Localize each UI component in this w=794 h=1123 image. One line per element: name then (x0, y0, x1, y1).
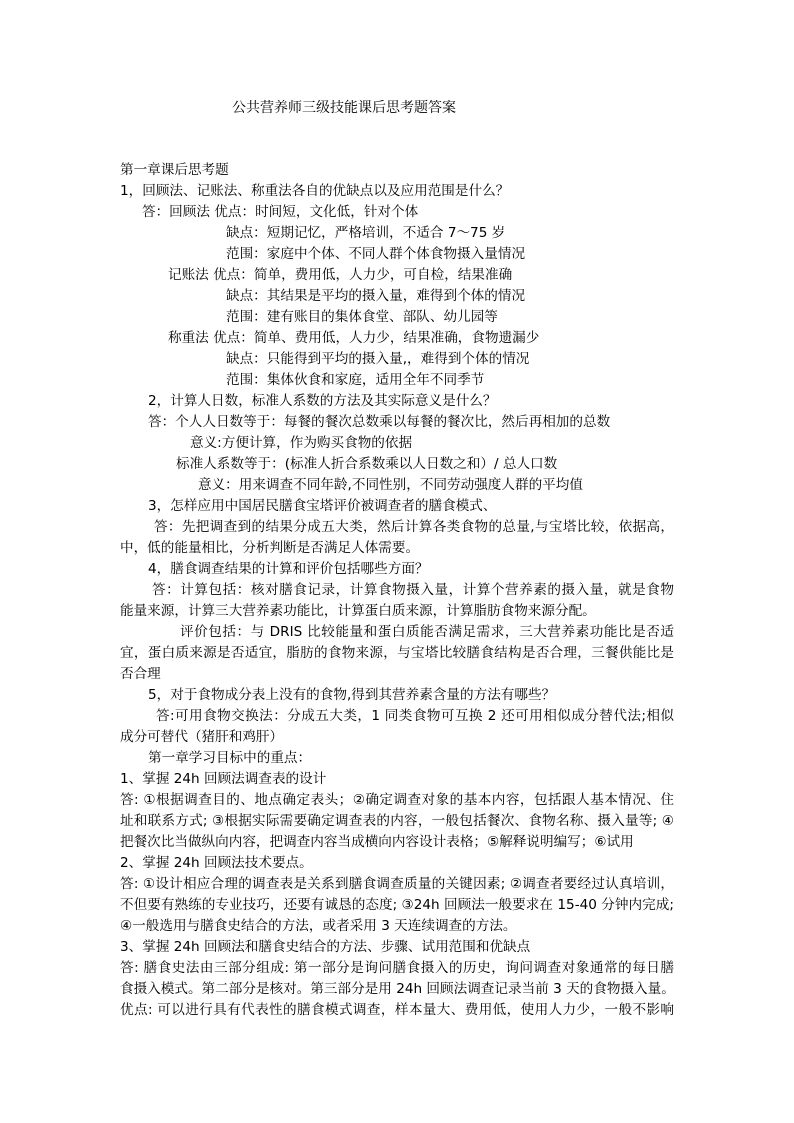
answer-line: 答：先把调查到的结果分成五大类，然后计算各类食物的总量,与宝塔比较，依据高， (154, 519, 674, 535)
question-5: 5，对于食物成分表上没有的食物,得到其营养素含量的方法有哪些？ (148, 687, 556, 703)
answer-line: 缺点：短期记忆，严格培训，不适合 7～75 岁 (226, 225, 506, 241)
answer-line: 标准人系数等于：(标准人折合系数乘以人日数之和）/ 总人口数 (176, 456, 558, 472)
answer-line: 范围：家庭中个体、不同人群个体食物摄入量情况 (226, 246, 526, 262)
answer-line: 范围：集体伙食和家庭，适用全年不同季节 (226, 372, 485, 388)
answer-line: 缺点：其结果是平均的摄入量，难得到个体的情况 (226, 288, 526, 304)
answer-line: 食摄入模式。第二部分是核对。第三部分是用 24h 回顾法调查记录当前 3 天的食物摄入量。 (120, 981, 675, 997)
question-1: 1，回顾法、记账法、称重法各自的优缺点以及应用范围是什么？ (120, 183, 510, 199)
section-heading: 第一章学习目标中的重点： (148, 750, 312, 766)
question-4: 4，膳食调查结果的计算和评价包括哪些方面？ (148, 561, 429, 577)
answer-line: 址和联系方式; ③根据实际需要确定调查表的内容，一般包括餐次、食物名称、摄入量等; ④ (120, 813, 674, 829)
answer-line: 缺点：只能得到平均的摄入量,，难得到个体的情况 (226, 351, 530, 367)
answer-line: 答: ①根据调查目的、地点确定表头；②确定调查对象的基本内容，包括跟人基本情况、住 (120, 792, 674, 808)
answer-line: 不但要有熟练的专业技巧，还要有诚恳的态度; ③24h 回顾法一般要求在 15-40 分钟内完成; (120, 897, 674, 913)
answer-line: 答:可用食物交换法：分成五大类，1 同类食物可互换 2 还可用相似成分替代法;相似 (156, 708, 674, 724)
answer-line: 评价包括：与 DRIS 比较能量和蛋白质能否满足需求，三大营养素功能比是否适 (180, 624, 674, 640)
answer-line: 能量来源，计算三大营养素功能比，计算蛋白质来源，计算脂肪食物来源分配。 (120, 603, 596, 619)
answer-line: 中，低的能量相比，分析判断是否满足人体需要。 (120, 540, 420, 556)
answer-line: 意义:方便计算，作为购买食物的依据 (190, 435, 413, 451)
document-title: 公共营养师三级技能课后思考题答案 (232, 100, 456, 116)
key-point-1: 1、掌握 24h 回顾法调查表的设计 (120, 771, 327, 787)
answer-line: 称重法 优点：简单、费用低，人力少，结果准确，食物遗漏少 (168, 330, 540, 346)
answer-line: 否合理 (120, 666, 161, 682)
answer-line: 把餐次比当做纵向内容，把调查内容当成横向内容设计表格；⑤解释说明编写；⑥试用 (120, 834, 634, 850)
answer-line: 答：个人人日数等于：每餐的餐次总数乘以每餐的餐次比，然后再相加的总数 (148, 414, 611, 430)
question-3: 3，怎样应用中国居民膳食宝塔评价被调查者的膳食模式、 (148, 498, 497, 514)
question-2: 2，计算人日数，标准人系数的方法及其实际意义是什么？ (148, 393, 497, 409)
answer-line: 记账法 优点：简单，费用低，人力少，可自检，结果准确 (168, 267, 513, 283)
chapter-heading: 第一章课后思考题 (120, 162, 229, 178)
answer-line: 答: ①设计相应合理的调查表是关系到膳食调查质量的关键因素; ②调查者要经过认真培训， (120, 876, 674, 892)
answer-line: 答：回顾法 优点：时间短，文化低，针对个体 (142, 204, 419, 220)
answer-line: 宜，蛋白质来源是否适宜，脂肪的食物来源，与宝塔比较膳食结构是否合理，三餐供能比是 (120, 645, 674, 661)
answer-line: 答：计算包括：核对膳食记录，计算食物摄入量，计算个营养素的摄入量，就是食物 (152, 582, 674, 598)
key-point-2: 2、掌握 24h 回顾法技术要点。 (120, 855, 313, 871)
key-point-3: 3、掌握 24h 回顾法和膳食史结合的方法、步骤、试用范围和优缺点 (120, 939, 531, 955)
answer-line: 范围：建有账目的集体食堂、部队、幼儿园等 (226, 309, 498, 325)
answer-line: 成分可替代（猪肝和鸡肝） (120, 729, 284, 745)
answer-line: 优点: 可以进行具有代表性的膳食模式调查，样本量大、费用低，使用人力少，一般不影响 (120, 1002, 674, 1018)
answer-line: ④一般选用与膳食史结合的方法，或者采用 3 天连续调查的方法。 (120, 918, 517, 934)
answer-line: 答: 膳食史法由三部分组成: 第一部分是询问膳食摄入的历史，询问调查对象通常的每日膳 (120, 960, 674, 976)
answer-line: 意义：用来调查不同年龄,不同性别，不同劳动强度人群的平均值 (198, 477, 583, 493)
